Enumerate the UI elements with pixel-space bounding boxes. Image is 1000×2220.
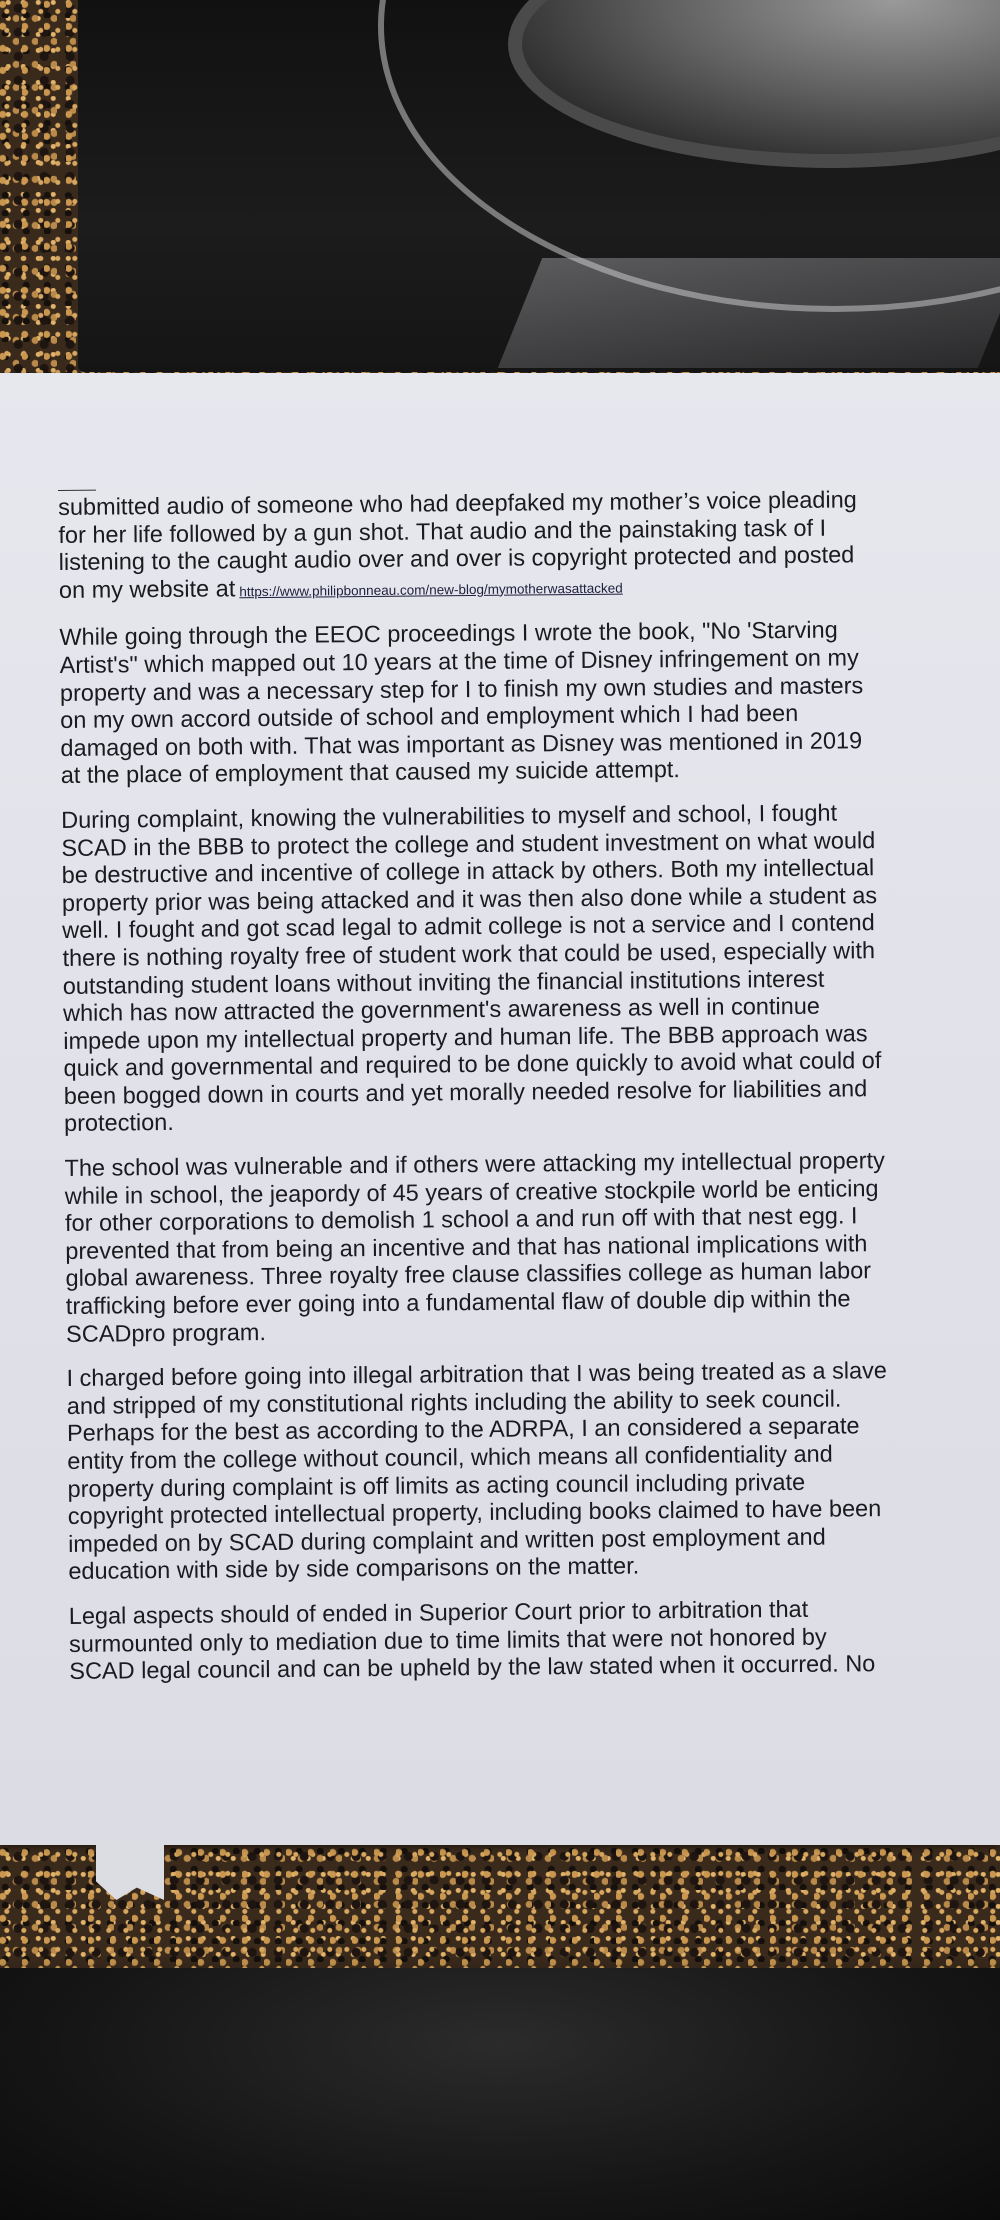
text-line: Perhaps for the best as according to the ADRPA, I an considered a separate <box>66 1412 860 1447</box>
paragraph-6 <box>69 1595 946 1686</box>
text-line: listening to the caught audio over and over is copyright protected and posted <box>58 541 855 576</box>
text-line: I charged before going into illegal arbitration that I was being treated as a slave <box>66 1357 888 1392</box>
text-line: quick and governmental and required to be done quickly to avoid what could of <box>63 1047 882 1082</box>
text-line: for other corporations to demolish 1 school a and run off with that nest egg. I <box>64 1202 858 1237</box>
text-line: entity from the college without council, which means all confidentiality and <box>67 1440 833 1474</box>
paragraph-2 <box>59 616 937 790</box>
text-line: trafficking before ever going into a fundamental flaw of double dip within the <box>65 1285 851 1319</box>
paragraph-4 <box>64 1147 942 1349</box>
text-line: on my own accord outside of school and employment which I had been <box>60 700 799 734</box>
text-line: while in school, the jeapordy of 45 years of creative stockpile world be enticing <box>64 1174 879 1209</box>
text-line: SCADpro program. <box>65 1318 267 1347</box>
text-line: surmounted only to mediation due to time limits that were not honored by <box>68 1623 827 1657</box>
text-line: Artist's" which mapped out 10 years at the time of Disney infringement on my <box>59 644 859 678</box>
text-line: impeded on by SCAD during complaint and written post employment and <box>67 1523 826 1557</box>
text-line: The school was vulnerable and if others were attacking my intellectual property <box>64 1147 885 1182</box>
plastic-sheet <box>498 258 1000 368</box>
text-line: damaged on both with. That was important as Disney was mentioned in 2019 <box>60 727 863 761</box>
dash-mark <box>58 490 96 491</box>
text-line: protection. <box>63 1109 174 1137</box>
text-line: at the place of employment that caused my suicide attempt. <box>60 756 681 789</box>
text-line: While going through the EEOC proceedings I wrote the book, "No 'Starving <box>59 616 838 651</box>
text-line: property and was a necessary step for I to finish my own studies and masters <box>59 671 864 706</box>
text-line: education with side by side comparisons on the matter. <box>68 1552 640 1585</box>
text-line: During complaint, knowing the vulnerabilities to myself and school, I fought <box>61 799 838 833</box>
text-line: SCAD legal council and can be upheld by the law stated when it occurred. No <box>69 1650 876 1685</box>
paragraph-5 <box>66 1357 944 1586</box>
text-line: and stripped of my constitutional rights including the ability to seek council. <box>66 1385 842 1419</box>
document-text <box>58 482 946 1703</box>
text-line: global awareness. Three royalty free clause classifies college as human labor <box>65 1257 872 1292</box>
text-line: property prior was being attacked and it was then also done while a student as <box>61 881 878 916</box>
text-line: there is nothing royalty free of student work that could be used, especially with <box>62 937 876 971</box>
text-line: be destructive and incentive of college in attack by others. Both my intellectual <box>61 854 875 889</box>
paper-torn-corner <box>96 1838 164 1900</box>
text-line: Legal aspects should of ended in Superior Court prior to arbitration that <box>68 1595 809 1629</box>
paragraph-3 <box>61 799 940 1139</box>
text-line: submitted audio of someone who had deepfaked my mother’s voice pleading <box>58 486 857 520</box>
text-line: which has now attracted the government's awareness as well in continue <box>62 992 821 1027</box>
text-line: been bogged down in courts and yet morally needed resolve for liabilities and <box>63 1075 868 1109</box>
paragraph-1 <box>58 486 935 608</box>
dark-fabric <box>0 1968 1000 2220</box>
text-line: outstanding student loans without inviting the financial institutions interest <box>62 965 825 999</box>
text-line: for her life followed by a gun shot. That audio and the painstaking task of I <box>58 514 827 548</box>
text-line: SCAD in the BBB to protect the college and student investment on what would <box>61 826 876 861</box>
text-line: impede upon my intellectual property and human life. The BBB approach was <box>63 1019 868 1054</box>
website-link[interactable]: https://www.philipbonneau.com/new-blog/mymotherwasattacked <box>239 580 623 600</box>
text-line: prevented that from being an incentive and that has national implications with <box>65 1230 868 1264</box>
text-line: copyright protected intellectual property, including books claimed to have been <box>67 1495 882 1530</box>
website-label: on my website at <box>58 575 236 603</box>
text-line: property during complaint is off limits as acting council including private <box>67 1468 806 1502</box>
text-line: well. I fought and got scad legal to admit college is not a service and I contend <box>62 909 875 944</box>
